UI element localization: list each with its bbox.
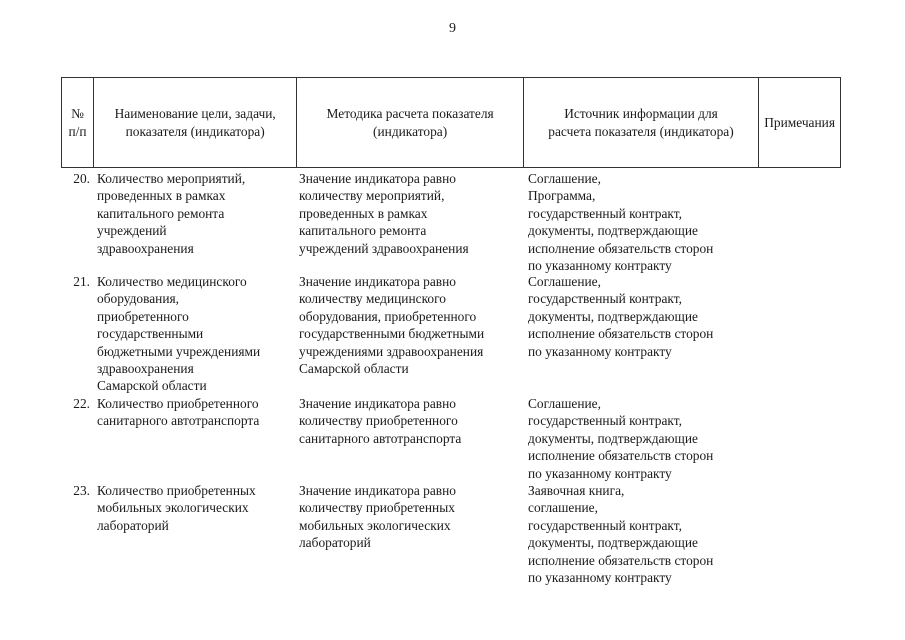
text-line: по указанному контракту (528, 258, 672, 274)
text-line: показателя (индикатора) (125, 123, 265, 139)
information-source (524, 482, 760, 586)
text-line: проведенных в рамках (299, 205, 428, 221)
text-line: п/п (68, 123, 87, 139)
text-line: Соглашение, (528, 396, 601, 411)
text-line: Методика расчета показателя (326, 106, 494, 122)
text-line: лабораторий (299, 535, 371, 551)
header-cell-source (524, 78, 759, 167)
header-source-text (548, 105, 733, 140)
text-line: по указанному контракту (528, 570, 672, 586)
text-line: Количество медицинского (97, 274, 247, 289)
text-line: оборудования, приобретенного (299, 308, 477, 324)
text-line: лабораторий (97, 517, 169, 533)
text-line: здравоохранения (97, 361, 194, 377)
information-source (524, 273, 760, 360)
table-row (61, 395, 841, 482)
text-line: количеству приобретенного (299, 413, 458, 429)
row-number: 21. (73, 274, 90, 289)
text-line: соглашение, (528, 500, 598, 516)
header-method-text (327, 105, 494, 140)
calculation-method (297, 273, 524, 377)
information-source (524, 395, 760, 482)
text-line: санитарного автотранспорта (97, 413, 260, 429)
calculation-method (297, 482, 524, 552)
text-line: государственными бюджетными (299, 326, 485, 342)
text-line: Программа, (528, 188, 596, 204)
table-row (61, 273, 841, 395)
text-line: оборудования, (97, 291, 180, 307)
header-cell-name (94, 78, 297, 167)
calculation-method (297, 170, 524, 257)
text-line: исполнение обязательств сторон (528, 448, 714, 464)
indicator-name (93, 395, 297, 430)
header-cell-method (297, 78, 523, 167)
header-name-text (115, 105, 276, 140)
calculation-method (297, 395, 524, 447)
text-line: Соглашение, (528, 274, 601, 289)
text-line: количеству приобретенных (299, 500, 455, 516)
text-line: (индикатора) (373, 123, 448, 139)
text-line: Значение индикатора равно (299, 483, 456, 498)
text-line: Самарской области (97, 378, 207, 394)
text-line: исполнение обязательств сторон (528, 240, 714, 256)
table-body (61, 170, 841, 587)
text-line: Значение индикатора равно (299, 274, 456, 289)
text-line: учреждениями здравоохранения (299, 343, 484, 359)
table-row (61, 170, 841, 273)
text-line: Источник информации для (564, 106, 718, 122)
text-line: государственный контракт, (528, 291, 682, 307)
text-line: государственными (97, 326, 204, 342)
text-line: Количество приобретенных (97, 483, 256, 498)
text-line: бюджетными учреждениями (97, 343, 261, 359)
text-line: Заявочная книга, (528, 483, 625, 498)
text-line: проведенных в рамках (97, 188, 226, 204)
header-number-text (68, 105, 86, 140)
header-cell-notes (759, 78, 840, 167)
text-line: расчета показателя (индикатора) (548, 123, 734, 139)
text-line: Количество приобретенного (97, 396, 259, 411)
text-line: учреждений здравоохранения (299, 240, 469, 256)
text-line: Значение индикатора равно (299, 171, 456, 186)
page-number: 9 (449, 21, 456, 36)
text-line: Самарской области (299, 361, 409, 377)
text-line: капитального ремонта (299, 223, 427, 239)
table-header (61, 77, 841, 168)
header-cell-number (62, 78, 94, 167)
indicator-name (93, 482, 297, 534)
text-line: документы, подтверждающие (528, 308, 698, 324)
text-line: по указанному контракту (528, 343, 672, 359)
text-line: мобильных экологических (299, 517, 451, 533)
text-line: исполнение обязательств сторон (528, 326, 714, 342)
text-line: количеству мероприятий, (299, 188, 445, 204)
text-line: исполнение обязательств сторон (528, 552, 714, 568)
indicator-name (93, 273, 297, 395)
text-line: документы, подтверждающие (528, 535, 698, 551)
row-number: 22. (73, 396, 90, 411)
text-line: государственный контракт, (528, 413, 682, 429)
indicator-name (93, 170, 297, 257)
text-line: государственный контракт, (528, 517, 682, 533)
text-line: приобретенного (97, 308, 189, 324)
row-number: 23. (73, 483, 90, 498)
text-line: Соглашение, (528, 171, 601, 186)
text-line: Наименование цели, задачи, (114, 106, 276, 122)
text-line: мобильных экологических (97, 500, 249, 516)
text-line: количеству медицинского (299, 291, 446, 307)
text-line: капитального ремонта (97, 205, 225, 221)
text-line: здравоохранения (97, 240, 194, 256)
row-number: 20. (73, 171, 90, 186)
text-line: Примечания (764, 114, 835, 130)
text-line: государственный контракт, (528, 205, 682, 221)
table-row (61, 482, 841, 587)
information-source (524, 170, 760, 274)
text-line: документы, подтверждающие (528, 223, 698, 239)
text-line: № (71, 106, 84, 122)
text-line: по указанному контракту (528, 465, 672, 481)
text-line: Значение индикатора равно (299, 396, 456, 411)
text-line: Количество мероприятий, (97, 171, 246, 186)
text-line: документы, подтверждающие (528, 430, 698, 446)
text-line: учреждений (97, 223, 167, 239)
text-line: санитарного автотранспорта (299, 430, 462, 446)
header-notes-text (764, 114, 835, 131)
